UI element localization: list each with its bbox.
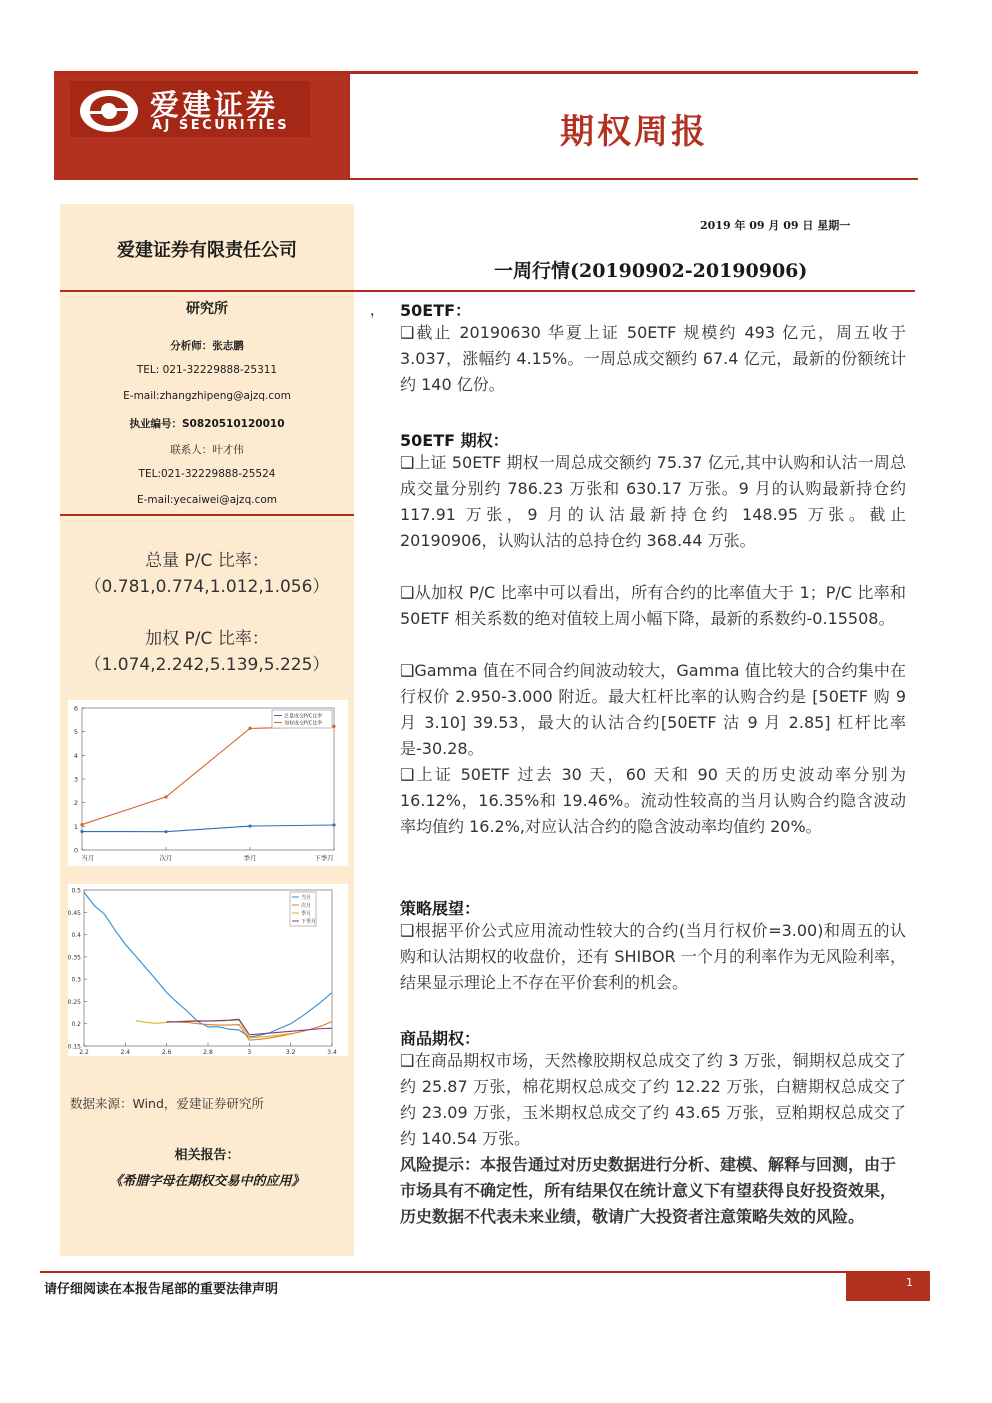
- contact-name: 联系人：叶才伟: [170, 444, 244, 456]
- page-number: 1: [906, 1276, 913, 1289]
- y-tick-label: 2: [73, 799, 78, 808]
- data-point: [80, 830, 83, 833]
- header-divider: [348, 74, 350, 180]
- report-date: 2019 年 09 月 09 日 星期一: [700, 219, 851, 232]
- analyst-name: 分析师：张志鹏: [170, 340, 244, 352]
- legend-label: 下季月: [301, 919, 317, 925]
- y-tick-label: 0.15: [68, 1043, 81, 1051]
- week-title: 一周行情(20190902-20190906): [494, 260, 808, 282]
- report-title: 期权周报: [560, 112, 708, 152]
- data-point: [80, 823, 83, 826]
- sidebar: [60, 204, 354, 1256]
- sidebar-rule: [60, 290, 354, 292]
- pc-total-label: 总量 P/C 比率：: [145, 551, 269, 571]
- analyst-tel: TEL: 021-32229888-25311: [136, 364, 278, 376]
- data-point: [332, 823, 335, 826]
- volatility-smile-chart: [68, 884, 348, 1056]
- legend-label: 加权成交P/C比率: [284, 720, 323, 727]
- options-paragraph-2: ❑从加权 P/C 比率中可以看出，所有合约的比率值大于 1；P/C 比率和 50ETF 相关系数的绝对值较上周小幅下降，最新的系数约-0.15508。: [400, 583, 906, 628]
- analyst-email[interactable]: E-mail:zhangzhipeng@ajzq.com: [123, 390, 291, 402]
- legend-label: 当月: [301, 895, 312, 901]
- x-tick-label: 2.4: [120, 1049, 131, 1056]
- strategy-heading: 策略展望：: [400, 899, 481, 918]
- contact-email[interactable]: E-mail:yecaiwei@ajzq.com: [136, 494, 277, 506]
- data-point: [164, 830, 167, 833]
- y-tick-label: 0.35: [68, 954, 81, 962]
- series-line-2: [136, 1020, 291, 1038]
- y-tick-label: 0.4: [71, 932, 81, 940]
- related-report-link[interactable]: 《希腊字母在期权交易中的应用》: [109, 1174, 305, 1189]
- data-point: [332, 725, 335, 728]
- y-tick-label: 0.2: [71, 1021, 81, 1029]
- legal-notice: 请仔细阅读在本报告尾部的重要法律声明: [44, 1282, 279, 1297]
- company-name: 爱建证券有限责任公司: [117, 240, 297, 261]
- y-tick-label: 0.25: [68, 998, 81, 1006]
- y-tick-label: 0.5: [71, 887, 81, 895]
- logo-mark-icon: [78, 88, 140, 134]
- legend-label: 次月: [301, 903, 312, 909]
- data-source: 数据来源：Wind，爱建证券研究所: [70, 1096, 264, 1111]
- related-reports-label: 相关报告：: [174, 1148, 240, 1163]
- x-tick-label: 季月: [243, 854, 257, 862]
- strategy-paragraph: ❑根据平价公式应用流动性较大的合约(当月行权价=3.00)和周五的认购和认沽期权的收盘价，还有 SHIBOR 一个月的利率作为无风险利率，结果显示理论上不存在平价套利的机会。: [400, 921, 906, 992]
- data-point: [164, 795, 167, 798]
- y-tick-label: 1: [73, 822, 78, 831]
- series-line-0: [82, 825, 334, 832]
- options-paragraph-4: ❑上证 50ETF 过去 30 天，60 天和 90 天的历史波动率分别为 16.12%，16.35%和 19.46%。流动性较高的当月认购合约隐含波动率均值约 16.2%,对应认沽合约的隐含波动率均值约 20%。: [400, 765, 906, 836]
- x-tick-label: 3.4: [327, 1049, 337, 1056]
- pc-weighted-value: （1.074,2.242,5.139,5.225）: [84, 655, 330, 675]
- x-tick-label: 下季月: [314, 854, 334, 862]
- stray-comma: ，: [370, 303, 384, 319]
- x-tick-label: 3.2: [285, 1049, 296, 1056]
- x-tick-label: 2.8: [203, 1049, 213, 1056]
- y-tick-label: 6: [73, 704, 78, 713]
- y-tick-label: 0.3: [71, 976, 81, 984]
- legend-label: 总量成交P/C比率: [284, 713, 323, 720]
- x-tick-label: 3: [247, 1049, 252, 1056]
- header-bottom-rule: [350, 178, 918, 180]
- series-line-3: [167, 1019, 332, 1035]
- options-paragraph-1: ❑上证 50ETF 期权一周总成交额约 75.37 亿元,其中认购和认沽一周总成交量分别约 786.23 万张和 630.17 万张。9 月的认购最新持仓约 117.91 万张，9 月的认沽最新持仓约 148.95 万张。截止 20190906，认购认沽的总持仓约 368.44 万张。: [400, 453, 906, 550]
- risk-warning: 风险提示：本报告通过对历史数据进行分析、建模、解释与回测，由于市场具有不确定性，所有结果仅在统计意义下有望获得良好投资效果，历史数据不代表未来业绩，敬请广大投资者注意策略失效的风险。: [400, 1155, 897, 1226]
- logo-chinese-name: 爱建证券: [150, 88, 279, 122]
- y-tick-label: 4: [73, 751, 78, 760]
- y-tick-label: 5: [73, 728, 78, 737]
- series-line-1: [82, 726, 334, 824]
- options-heading: 50ETF 期权：: [400, 431, 509, 450]
- contact-tel: TEL:021-32229888-25524: [138, 468, 276, 480]
- x-tick-label: 次月: [159, 854, 173, 862]
- x-tick-label: 2.2: [79, 1049, 89, 1056]
- data-point: [248, 727, 251, 730]
- pc-ratio-chart: [68, 700, 348, 866]
- data-point: [248, 824, 251, 827]
- y-tick-label: 3: [73, 775, 78, 784]
- footer-rule: [40, 1271, 930, 1273]
- department: 研究所: [186, 301, 228, 317]
- x-tick-label: 当月: [81, 854, 95, 862]
- y-tick-label: 0.45: [68, 909, 81, 917]
- logo-english-name: AJ SECURITIES: [152, 118, 290, 133]
- x-tick-label: 2.6: [161, 1049, 172, 1056]
- sidebar-rule: [60, 514, 354, 516]
- commodity-paragraph: ❑在商品期权市场，天然橡胶期权总成交了约 3 万张，铜期权总成交了约 25.87 万张，棉花期权总成交了约 12.22 万张，白糖期权总成交了约 23.09 万张，玉米期权总成交了约 43.65 万张，豆粕期权总成交了约 140.54 万张。: [400, 1051, 906, 1148]
- y-tick-label: 0: [73, 846, 78, 855]
- legend-label: 季月: [301, 911, 312, 917]
- pc-total-value: （0.781,0.774,1.012,1.056）: [84, 577, 330, 597]
- license-number: 执业编号：S0820510120010: [129, 418, 285, 430]
- etf-heading: 50ETF：: [400, 301, 472, 320]
- options-paragraph-3: ❑Gamma 值在不同合约间波动较大，Gamma 值比较大的合约集中在行权价 2.950-3.000 附近。最大杠杆比率的认购合约是 [50ETF 购 9 月 3.10] 39.53，最大的认沽合约[50ETF 沽 9 月 2.85] 杠杆比率是-30.28。: [400, 661, 906, 758]
- page-number-box: [846, 1273, 930, 1301]
- pc-weighted-label: 加权 P/C 比率：: [145, 629, 269, 649]
- commodity-heading: 商品期权：: [400, 1029, 481, 1048]
- main-rule: [354, 290, 915, 292]
- etf-paragraph: ❑截止 20190630 华夏上证 50ETF 规模约 493 亿元，周五收于 3.037，涨幅约 4.15%。一周总成交额约 67.4 亿元，最新的份额统计约 140 亿份。: [400, 323, 906, 394]
